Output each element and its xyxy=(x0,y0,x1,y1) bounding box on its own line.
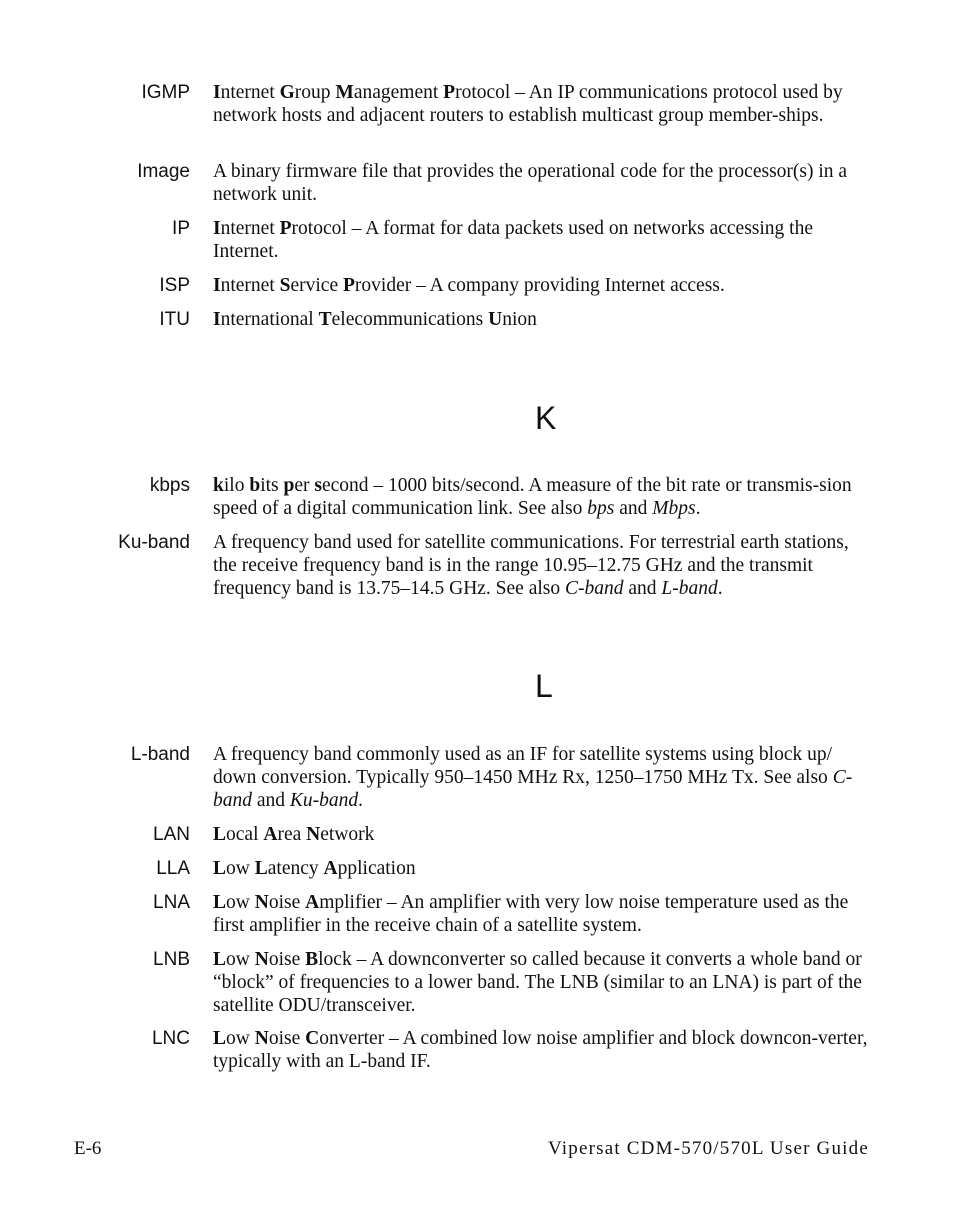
glossary-term: LLA xyxy=(156,858,190,879)
glossary-definition: kilo bits per second – 1000 bits/second. A measure of the bit rate or transmis-sion speed of a digital communication link. See also bps and Mbps. xyxy=(213,475,852,519)
acronym-letter: b xyxy=(249,475,261,496)
glossary-term: LNB xyxy=(153,949,190,970)
glossary-definition: Internet Protocol – A format for data packets used on networks accessing the Internet. xyxy=(213,218,814,262)
glossary-term: IGMP xyxy=(141,82,190,103)
glossary-definition: Low Noise Converter – A combined low noise amplifier and block downcon-verter, typically with an L-band IF. xyxy=(213,1028,868,1072)
acronym-letter: L xyxy=(254,858,268,879)
acronym-letter: I xyxy=(213,218,221,239)
acronym-letter: L xyxy=(213,1028,227,1049)
cross-reference: C-band xyxy=(213,767,853,811)
glossary-definition: Internet Service Provider – A company providing Internet access. xyxy=(213,275,725,296)
acronym-letter: k xyxy=(213,475,224,496)
glossary-term: Ku-band xyxy=(118,532,190,553)
section-heading-k: K xyxy=(535,400,557,436)
cross-reference: Ku-band xyxy=(289,790,359,811)
glossary-definition: A binary firmware file that provides the operational code for the processor(s) in a network unit. xyxy=(213,161,848,205)
glossary-definition: A frequency band used for satellite communications. For terrestrial earth stations, the receive frequency band is in the range 10.95–12.75 GHz and the transmit frequency band is 13.75–14.5 GHz. See also C-band and L-band. xyxy=(213,532,849,599)
cross-reference: Mbps xyxy=(652,498,696,519)
glossary-definition: A frequency band commonly used as an IF for satellite systems using block up/ down conversion. Typically 950–1450 MHz Rx, 1250–1750 MHz Tx. See also C-band and Ku-band. xyxy=(213,744,853,811)
acronym-letter: C xyxy=(305,1028,320,1049)
glossary-term: ITU xyxy=(159,309,190,330)
glossary-definition: Low Latency Application xyxy=(213,858,416,879)
acronym-letter: N xyxy=(254,949,269,970)
glossary-definition: Internet Group Management Protocol – An IP communications protocol used by network hosts and adjacent routers to establish multicast group member-ships. xyxy=(213,82,843,126)
acronym-letter: L xyxy=(213,824,227,845)
acronym-letter: T xyxy=(318,309,332,330)
acronym-letter: P xyxy=(443,82,456,103)
cross-reference: L-band xyxy=(661,578,718,599)
acronym-letter: M xyxy=(335,82,354,103)
document-title: Vipersat CDM-570/570L User Guide xyxy=(548,1138,869,1159)
acronym-letter: p xyxy=(283,475,295,496)
acronym-letter: L xyxy=(213,892,227,913)
glossary-term: Image xyxy=(137,161,190,182)
acronym-letter: P xyxy=(279,218,292,239)
glossary-term: L-band xyxy=(130,744,190,765)
acronym-letter: I xyxy=(213,275,221,296)
glossary-definition: Low Noise Amplifier – An amplifier with very low noise temperature used as the first amplifier in the receive chain of a satellite system. xyxy=(213,892,849,936)
acronym-letter: I xyxy=(213,309,221,330)
cross-reference: bps xyxy=(587,498,615,519)
glossary-term: IP xyxy=(172,218,190,239)
acronym-letter: B xyxy=(305,949,319,970)
acronym-letter: A xyxy=(323,858,338,879)
acronym-letter: U xyxy=(488,309,503,330)
acronym-letter: G xyxy=(279,82,295,103)
acronym-letter: L xyxy=(213,858,227,879)
glossary-term: ISP xyxy=(159,275,190,296)
acronym-letter: N xyxy=(254,1028,269,1049)
acronym-letter: N xyxy=(306,824,321,845)
acronym-letter: S xyxy=(279,275,291,296)
glossary-definition: International Telecommunications Union xyxy=(213,309,537,330)
acronym-letter: s xyxy=(314,475,322,496)
acronym-letter: A xyxy=(263,824,278,845)
acronym-letter: A xyxy=(305,892,320,913)
cross-reference: C-band xyxy=(565,578,624,599)
acronym-letter: N xyxy=(254,892,269,913)
glossary-definition: Local Area Network xyxy=(213,824,375,845)
acronym-letter: P xyxy=(342,275,355,296)
glossary-term: LAN xyxy=(153,824,190,845)
acronym-letter: L xyxy=(213,949,227,970)
acronym-letter: I xyxy=(213,82,221,103)
glossary-definition: Low Noise Block – A downconverter so called because it converts a whole band or “block” of frequencies to a lower band. The LNB (similar to an LNA) is part of the satellite ODU/transceiver. xyxy=(213,949,862,1016)
glossary-term: LNC xyxy=(151,1028,190,1049)
page-number: E-6 xyxy=(74,1138,102,1159)
glossary-term: LNA xyxy=(153,892,190,913)
glossary-term: kbps xyxy=(149,475,190,496)
section-heading-l: L xyxy=(535,668,553,704)
